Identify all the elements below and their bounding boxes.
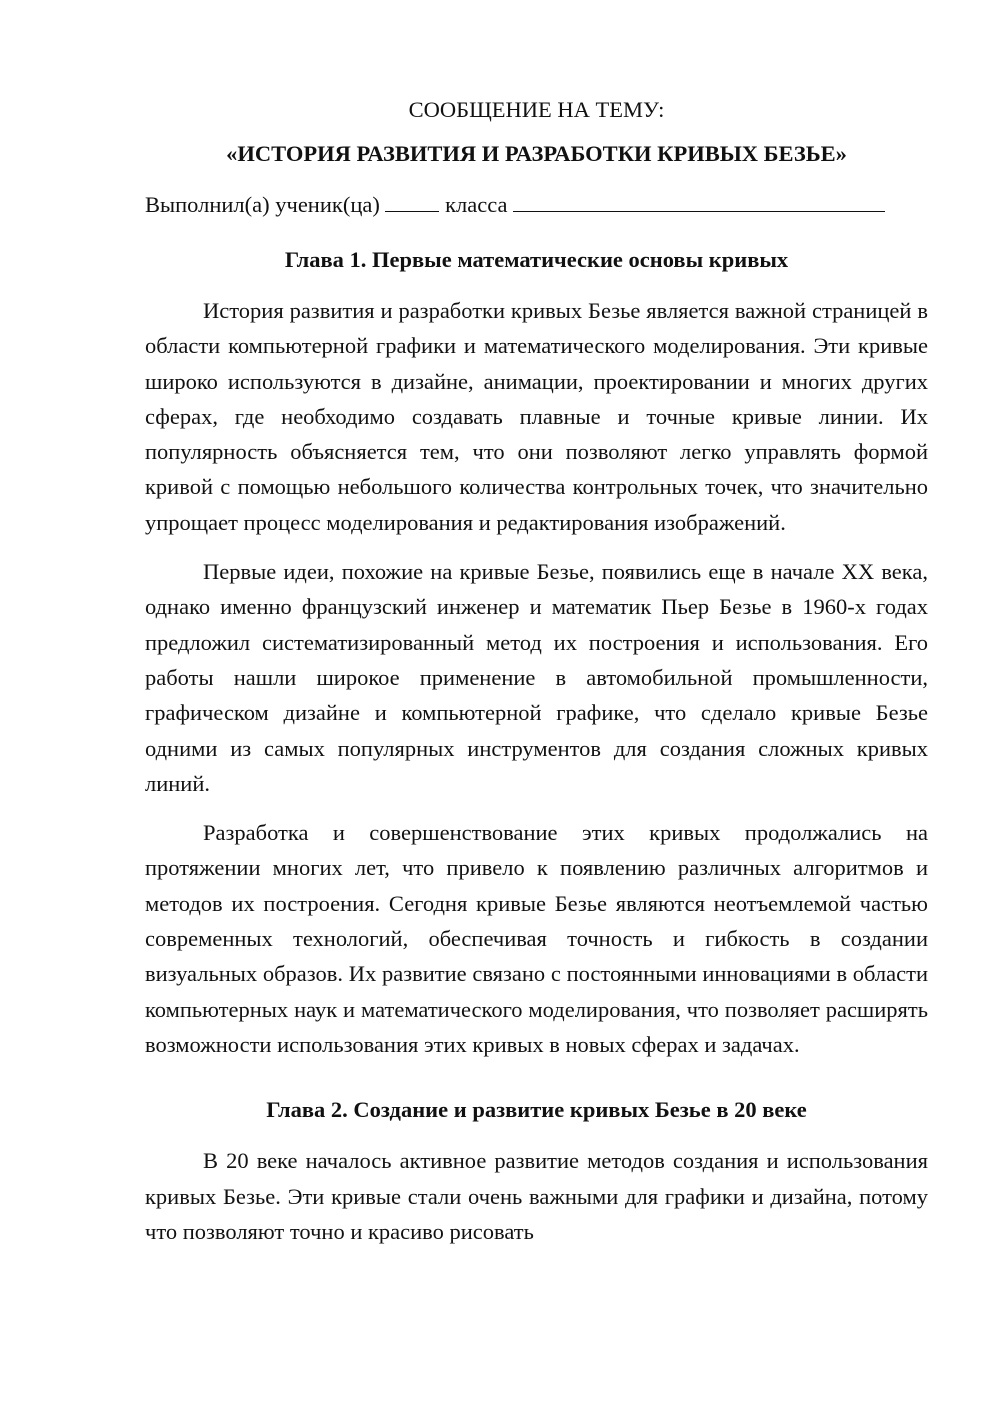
document-title: «ИСТОРИЯ РАЗВИТИЯ И РАЗРАБОТКИ КРИВЫХ БЕЗЬЕ»: [226, 141, 847, 166]
class-label: класса: [445, 192, 508, 217]
chapter-2-heading: Глава 2. Создание и развитие кривых Безье в 20 веке: [266, 1097, 807, 1123]
chapter-1-heading: Глава 1. Первые математические основы кривых: [284, 247, 789, 272]
chapter-2-paragraph: В 20 веке началось активное развитие методов создания и использования кривых Безье. Эти кривые стали очень важными для графики и дизайна, потому что позволяют точно и красиво рисовать: [145, 1148, 928, 1244]
document-page: [145, 88, 928, 1249]
chapter-1-paragraph: История развития и разработки кривых Безье является важной страницей в области компьютерной графики и математического моделирования. Эти кривые широко используются в дизайне, анимации, проектировании и многих других сферах, где необходимо создавать плавные и точные кривые линии. Их популярность объясняется тем, что они позволяют легко управлять формой кривой с помощью небольшого количества контрольных точек, что значительно упрощает процесс моделирования и редактирования изображений.: [145, 298, 928, 535]
author-prefix-label: Выполнил(а) ученик(ца): [145, 192, 380, 217]
chapter-1-paragraph: Первые идеи, похожие на кривые Безье, появились еще в начале XX века, однако именно французский инженер и математик Пьер Безье в 1960-х годах предложил систематизированный метод их построения и использования. Его работы нашли широкое применение в автомобильной промышленности, графическом дизайне и компьютерной графике, что сделало кривые Безье одними из самых популярных инструментов для создания сложных кривых линий.: [145, 559, 928, 796]
class-name-blank: [513, 189, 885, 212]
class-number-blank: [385, 189, 439, 212]
author-line: [145, 188, 928, 222]
document-title-topic: СООБЩЕНИЕ НА ТЕМУ:: [408, 97, 665, 122]
chapter-1-paragraph: Разработка и совершенствование этих кривых продолжались на протяжении многих лет, что привело к появлению различных алгоритмов и методов их построения. Сегодня кривые Безье являются неотъемлемой частью современных технологий, обеспечивая точность и гибкость в создании визуальных образов. Их развитие связано с постоянными инновациями в области компьютерных наук и математического моделирования, что позволяет расширять возможности использования этих кривых в новых сферах и задачах.: [145, 820, 928, 1057]
